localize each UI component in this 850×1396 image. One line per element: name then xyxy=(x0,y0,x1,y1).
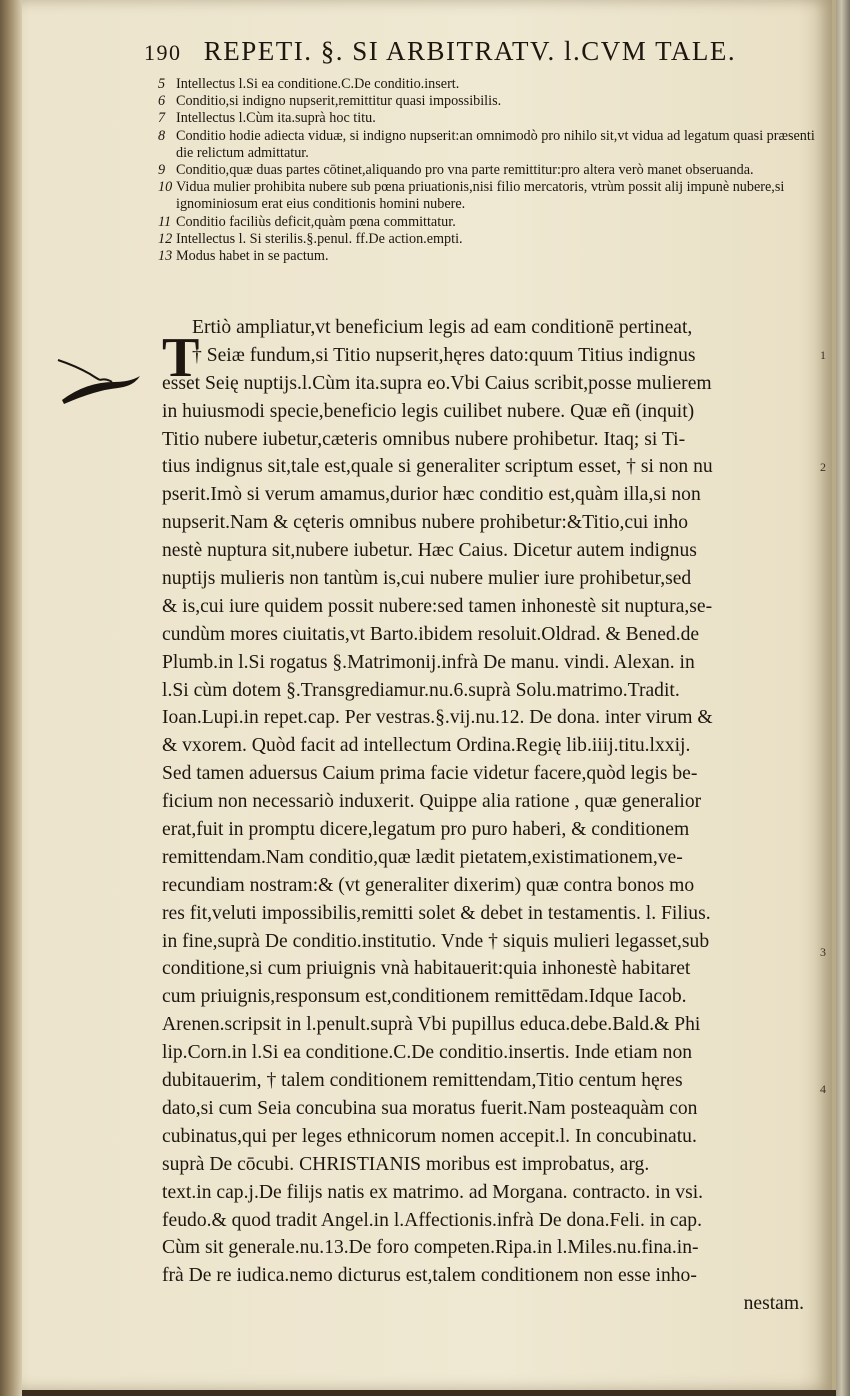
text-line: & is,cui iure quidem possit nubere:sed tamen inhonestè sit nuptura,se- xyxy=(162,595,713,617)
text-line: frà De re iudica.nemo dicturus est,talem conditionem non esse inho- xyxy=(162,1265,697,1287)
margin-number: 4 xyxy=(820,1082,826,1096)
text-line: cundùm mores ciuitatis,vt Barto.ibidem resoluit.Oldrad. & Bened.de xyxy=(162,623,700,645)
text-line: nupserit.Nam & cęteris omnibus nubere prohibetur:&Titio,cui inho xyxy=(162,512,689,534)
page-edge xyxy=(836,0,850,1396)
summary-text: Vidua mulier prohibita nubere sub pœna priuationis,nisi filio mercatoris, vtrùm possit alij impunè nubere,si ignominiosum erat eius conditionis homini nubere. xyxy=(176,179,785,213)
text-line: text.in cap.j.De filijs natis ex matrimo. ad Morgana. contracto. in vsi. xyxy=(162,1181,704,1203)
text-line: dato,si cum Seia concubina sua moratus fuerit.Nam posteaquàm con xyxy=(162,1097,698,1119)
summary-number: 7 xyxy=(158,110,166,127)
text-line: Cùm sit generale.nu.13.De foro competen.Ripa.in l.Miles.nu.fina.in- xyxy=(162,1237,699,1259)
summary-item xyxy=(158,162,818,179)
text-line: erat,fuit in promptu dicere,legatum pro puro haberi, & conditionem xyxy=(162,819,690,841)
text-line: tius indignus sit,tale est,quale si generaliter scriptum esset, † si non nu xyxy=(162,456,713,478)
text-line: nestè nuptura sit,nubere iubetur. Hæc Caius. Dicetur autem indignus xyxy=(162,540,697,562)
text-line: in fine,suprà De conditio.institutio. Vnde † siquis mulieri legasset,sub xyxy=(162,930,710,952)
text-line: pserit.Imò si verum amamus,durior hæc conditio est,quàm illa,si non xyxy=(162,484,701,506)
summary-item xyxy=(158,248,818,265)
text-line: conditione,si cum priuignis vnà habitauerit:quia inhonestè habitaret xyxy=(162,958,691,980)
summary-number: 6 xyxy=(158,93,166,110)
text-line: cum priuignis,responsum est,conditionem remittēdam.Idque Iacob. xyxy=(162,986,687,1008)
summary-text: Conditio,quæ duas partes cōtinet,aliquando pro vna parte remittitur:pro altera verò manet obseruanda. xyxy=(176,162,754,179)
summary-text: Conditio hodie adiecta viduæ, si indigno nupserit:an omnimodò pro nihilo sit,vt vidua ad legatum quasi præsenti die relictum admittatur. xyxy=(176,127,815,161)
text-line: in huiusmodi specie,beneficio legis cuilibet nubere. Quæ eñ (inquit) xyxy=(162,400,695,422)
text-line: recundiam nostram:& (vt generaliter dixerim) quæ contra bonos mo xyxy=(162,874,695,896)
summary-item xyxy=(158,93,818,110)
text-line: feudo.& quod tradit Angel.in l.Affectionis.infrà De dona.Feli. in cap. xyxy=(162,1209,702,1231)
margin-number: 2 xyxy=(820,460,826,474)
summary-item xyxy=(158,76,818,93)
text-line: Plumb.in l.Si rogatus §.Matrimonij.infrà De manu. vindi. Alexan. in xyxy=(162,651,695,673)
summary-list xyxy=(158,76,818,265)
summary-text: Intellectus l.Cùm ita.suprà hoc titu. xyxy=(176,110,376,127)
summary-text: Modus habet in se pactum. xyxy=(176,248,329,265)
text-line: res fit,veluti impossibilis,remitti solet & debet in testamentis. l. Filius. xyxy=(162,902,711,924)
text-line: dubitauerim, † talem conditionem remittendam,Titio centum hęres xyxy=(162,1070,683,1092)
text-line: † Seiæ fundum,si Titio nupserit,hęres dato:quum Titius indignus xyxy=(192,344,696,366)
text-line: Arenen.scripsit in l.penult.suprà Vbi pupillus educa.debe.Bald.& Phi xyxy=(162,1014,701,1036)
text-line: nestam. xyxy=(743,1293,804,1315)
summary-text: Conditio faciliùs deficit,quàm pœna committatur. xyxy=(176,213,456,230)
summary-number: 5 xyxy=(158,76,166,92)
summary-item xyxy=(158,231,818,248)
margin-number: 1 xyxy=(820,348,826,362)
summary-number: 8 xyxy=(158,127,166,144)
text-line: Sed tamen aduersus Caium prima facie videtur facere,quòd legis be- xyxy=(162,763,698,785)
text-line: cubinatus,qui per leges ethnicorum nomen accepit.l. In concubinatu. xyxy=(162,1125,697,1147)
text-line: lip.Corn.in l.Si ea conditione.C.De conditio.insertis. Inde etiam non xyxy=(162,1042,693,1064)
margin-number: 3 xyxy=(820,945,826,959)
page-number: 190 xyxy=(144,40,182,65)
text-line: Titio nubere iubetur,cæteris omnibus nubere prohibetur. Itaq; si Ti- xyxy=(162,428,686,450)
running-header xyxy=(144,36,814,70)
summary-number: 9 xyxy=(158,162,166,179)
summary-text: Conditio,si indigno nupserit,remittitur quasi impossibilis. xyxy=(176,93,502,110)
drop-cap: T xyxy=(162,327,200,389)
text-line: ficium non necessariò induxerit. Quippe alia ratione , quæ generalior xyxy=(162,791,702,813)
running-title: REPETI. §. SI ARBITRATV. l.CVM TALE. xyxy=(203,36,737,66)
summary-item xyxy=(158,110,818,127)
pointing-hand-icon xyxy=(56,352,146,412)
text-line: suprà De cōcubi. CHRISTIANIS moribus est improbatus, arg. xyxy=(162,1153,650,1175)
text-line: & vxorem. Quòd facit ad intellectum Ordina.Regię lib.iiij.titu.lxxij. xyxy=(162,735,691,757)
summary-text: Intellectus l.Si ea conditione.C.De conditio.insert. xyxy=(176,76,460,92)
summary-item xyxy=(158,179,818,213)
text-line: Ertiò ampliatur,vt beneficium legis ad eam conditionē pertineat, xyxy=(192,317,693,338)
summary-item xyxy=(158,214,818,231)
summary-number: 13 xyxy=(158,248,173,265)
summary-item xyxy=(158,128,818,162)
text-line: nuptijs mulieris non tantùm is,cui nubere mulier iure prohibetur,sed xyxy=(162,568,692,590)
summary-number: 10 xyxy=(158,179,173,196)
text-line: esset Seię nuptijs.l.Cùm ita.supra eo.Vbi Caius scribit,posse mulierem xyxy=(162,372,712,394)
text-line: remittendam.Nam conditio,quæ lædit pietatem,existimationem,ve- xyxy=(162,846,683,868)
body-text xyxy=(162,314,812,1318)
book-gutter xyxy=(0,0,22,1396)
text-line: Ioan.Lupi.in repet.cap. Per vestras.§.vij.nu.12. De dona. inter virum & xyxy=(162,707,713,729)
summary-number: 12 xyxy=(158,230,173,247)
summary-number: 11 xyxy=(158,213,172,230)
summary-text: Intellectus l. Si sterilis.§.penul. ff.De action.empti. xyxy=(176,230,463,247)
text-line: l.Si cùm dotem §.Transgrediamur.nu.6.suprà Solu.matrimo.Tradit. xyxy=(162,679,680,701)
